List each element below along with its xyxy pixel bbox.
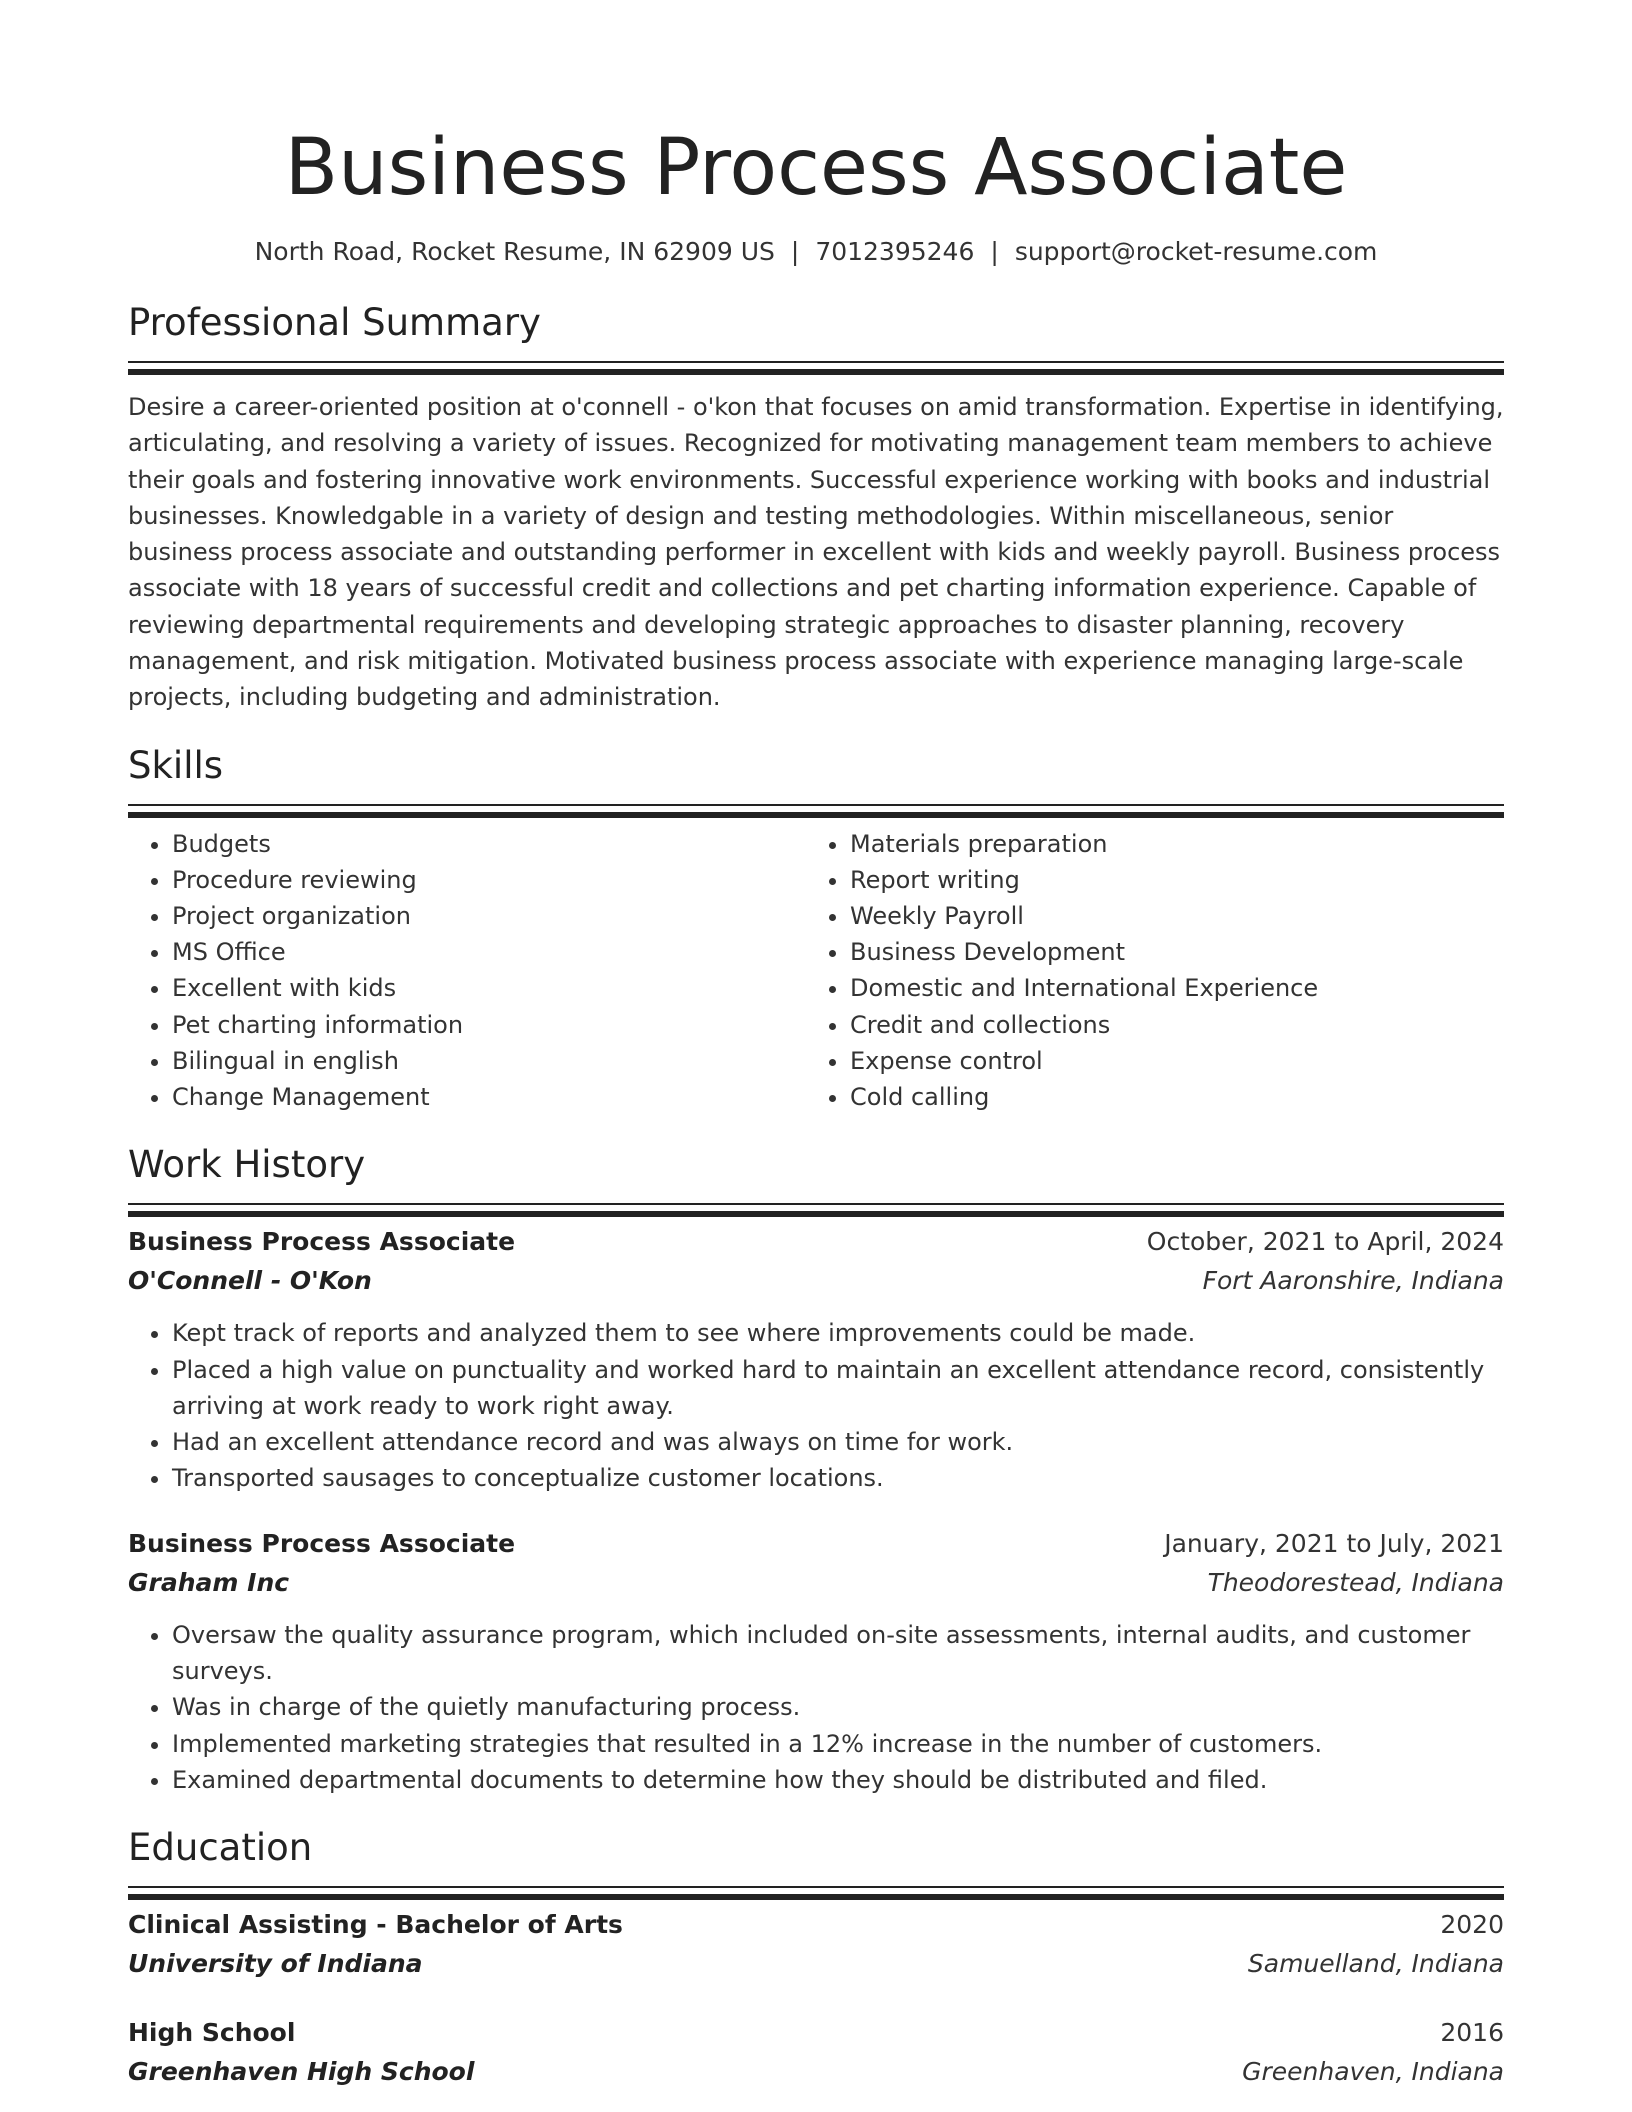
contact-email[interactable]: support@rocket-resume.com	[1014, 237, 1378, 266]
skill-item: • Cold calling	[850, 1079, 1504, 1115]
job-entry	[128, 1525, 1504, 1798]
education-year: 2016	[1440, 2018, 1504, 2048]
skill-item: • Report writing	[850, 862, 1504, 898]
resume-name: Business Process Associate	[284, 123, 1348, 213]
education-degree: High School	[128, 2018, 296, 2048]
education-entry	[128, 2014, 1504, 2092]
education-location: Greenhaven, Indiana	[1242, 2057, 1504, 2087]
skills-column-left	[128, 826, 806, 1116]
education-subheader	[128, 1944, 1504, 1984]
education-year: 2020	[1440, 1910, 1504, 1940]
section-divider	[128, 1886, 1504, 1888]
section-divider	[128, 804, 1504, 806]
job-bullets	[128, 1315, 1504, 1496]
contact-line	[128, 236, 1504, 268]
job-dates: January, 2021 to July, 2021	[1164, 1528, 1504, 1558]
skill-item: • Change Management	[172, 1079, 806, 1115]
contact-separator: |	[990, 237, 999, 266]
job-location: Fort Aaronshire, Indiana	[1202, 1266, 1504, 1296]
skill-item: • Project organization	[172, 898, 806, 934]
job-bullet: • Oversaw the quality assurance program, which included on-site assessments, internal audits, and customer surveys.	[172, 1617, 1504, 1690]
education-degree: Clinical Assisting - Bachelor of Arts	[128, 1910, 623, 1940]
skills-section	[128, 742, 1504, 1116]
job-company: O'Connell - O'Kon	[128, 1266, 372, 1296]
job-bullet: • Examined departmental documents to determine how they should be distributed and filed.	[172, 1762, 1504, 1798]
skill-item: • Business Development	[850, 934, 1504, 970]
job-bullet: • Transported sausages to conceptualize customer locations.	[172, 1460, 1504, 1496]
job-subheader	[128, 1261, 1504, 1301]
job-bullet: • Had an excellent attendance record and was always on time for work.	[172, 1424, 1504, 1460]
education-heading: Education	[128, 1826, 313, 1870]
skill-item: • Budgets	[172, 826, 806, 862]
job-subheader	[128, 1563, 1504, 1603]
skill-item: • Excellent with kids	[172, 970, 806, 1006]
job-header	[128, 1223, 1504, 1261]
skill-item: • Materials preparation	[850, 826, 1504, 862]
skills-column-right	[806, 826, 1504, 1116]
summary-text: Desire a career-oriented position at o'connell - o'kon that focuses on amid transformation. Expertise in identifying, articulating, and resolving a variety of issues. Recognized for motivating management team members to achieve their goals and fostering innovative work environments. Successful experience working with books and industrial businesses. Knowledgable in a variety of design and testing methodologies. Within miscellaneous, senior business process associate and outstanding performer in excellent with kids and weekly payroll. Business process associate with 18 years of successful credit and collections and pet charting information experience. Capable of reviewing departmental requirements and developing strategic approaches to disaster planning, recovery management, and risk mitigation. Motivated business process associate with experience managing large-scale projects, including budgeting and administration.	[128, 393, 1504, 712]
skill-item: • Pet charting information	[172, 1007, 806, 1043]
education-section	[128, 1824, 1504, 2092]
summary-heading: Professional Summary	[128, 301, 541, 344]
education-entry	[128, 1906, 1504, 1984]
education-header	[128, 1906, 1504, 1944]
skills-heading: Skills	[128, 743, 224, 787]
job-dates: October, 2021 to April, 2024	[1146, 1227, 1504, 1257]
education-header	[128, 2014, 1504, 2052]
skill-item: • Weekly Payroll	[850, 898, 1504, 934]
job-title: Business Process Associate	[128, 1528, 516, 1558]
skill-item: • Expense control	[850, 1043, 1504, 1079]
skill-item: • Credit and collections	[850, 1007, 1504, 1043]
job-entry	[128, 1223, 1504, 1496]
job-bullet: • Kept track of reports and analyzed them to see where improvements could be made.	[172, 1315, 1504, 1351]
education-location: Samuelland, Indiana	[1247, 1949, 1504, 1979]
job-title: Business Process Associate	[128, 1227, 516, 1257]
work-history-section	[128, 1141, 1504, 1798]
job-header	[128, 1525, 1504, 1563]
section-divider	[128, 1203, 1504, 1205]
education-school: University of Indiana	[128, 1949, 423, 1979]
contact-phone: 7012395246	[815, 237, 975, 266]
skills-list	[128, 826, 1504, 1116]
job-company: Graham Inc	[128, 1567, 290, 1597]
skill-item: • Domestic and International Experience	[850, 970, 1504, 1006]
job-bullet: • Was in charge of the quietly manufacturing process.	[172, 1689, 1504, 1725]
job-location: Theodorestead, Indiana	[1207, 1567, 1504, 1597]
education-subheader	[128, 2052, 1504, 2092]
skill-item: • MS Office	[172, 934, 806, 970]
summary-section	[128, 299, 1504, 716]
job-bullet: • Implemented marketing strategies that resulted in a 12% increase in the number of customers.	[172, 1726, 1504, 1762]
contact-address: North Road, Rocket Resume, IN 62909 US	[254, 237, 775, 266]
skill-item: • Procedure reviewing	[172, 862, 806, 898]
work-history-heading: Work History	[128, 1143, 366, 1187]
job-bullets	[128, 1617, 1504, 1798]
contact-separator: |	[790, 237, 800, 266]
resume-page	[128, 0, 1504, 2092]
education-school: Greenhaven High School	[128, 2057, 475, 2087]
job-bullet: • Placed a high value on punctuality and worked hard to maintain an excellent attendance record, consistently arriving at work ready to work right away.	[172, 1352, 1504, 1425]
skill-item: • Bilingual in english	[172, 1043, 806, 1079]
section-divider	[128, 361, 1504, 363]
